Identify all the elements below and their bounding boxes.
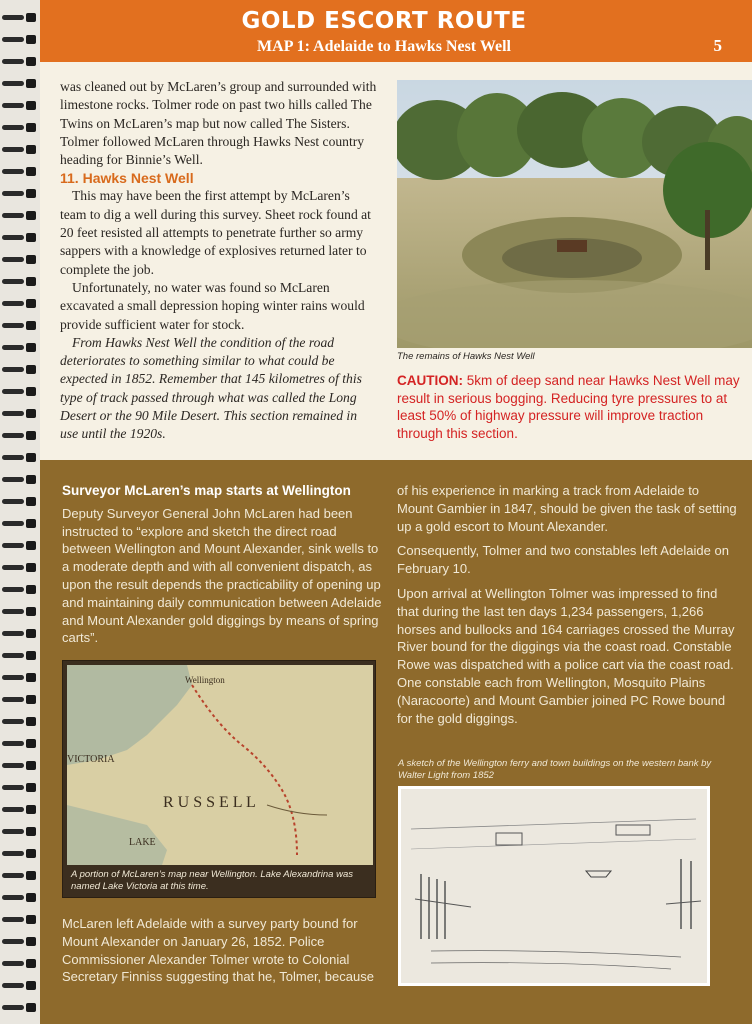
photo-caption: The remains of Hawks Nest Well [397, 351, 535, 362]
header-banner [40, 0, 752, 62]
paragraph: This may have been the first attempt by McLaren’s team to dig a well during this survey. Sheet rock found at 20 feet resisted all attempts to penetrate further so army sappers with a knowledge of explosives returned later to complete the job. [60, 188, 371, 277]
paragraph: Upon arrival at Wellington Tolmer was impressed to find that during the last ten days 1,234 passengers, 1,266 horses and bullocks and 164 carriages crossed the Murray River bound for the diggings via the coast road. Constable Rowe was dispatched with a police cart via the coast road. One constable each from Wellington, Mosquito Plains (Naracoorte) and Mount Gambier joined PC Rowe bound for the gold diggings. [397, 585, 735, 726]
binding-ring [2, 56, 38, 67]
binding-ring [2, 474, 38, 485]
caution-text: 5km of deep sand near Hawks Nest Well may result in serious bogging. Reducing tyre pressures to at least 50% of highway pressure will improve traction through this section. [397, 373, 740, 441]
hawks-nest-well-photo [397, 80, 752, 348]
binding-ring [2, 760, 38, 771]
binding-ring [2, 408, 38, 419]
binding-ring [2, 782, 38, 793]
spiral-binding [0, 0, 40, 1024]
top-text-column [60, 78, 378, 444]
binding-ring [2, 738, 38, 749]
wellington-ferry-sketch [401, 789, 707, 983]
mclaren-map [67, 665, 373, 865]
binding-ring [2, 34, 38, 45]
map-label-victoria: VICTORIA [67, 754, 115, 765]
caution-note [397, 372, 747, 442]
section-heading: 11. Hawks Nest Well [60, 170, 194, 187]
paragraph: of his experience in marking a track from Adelaide to Mount Gambier in 1847, should be given the task of setting up a gold escort to Mount Alexander. [397, 483, 737, 534]
map-label-russell: R U S S E L L [163, 794, 256, 811]
binding-ring [2, 980, 38, 991]
wellington-ferry-sketch-figure [398, 786, 710, 986]
band-left-column [62, 482, 382, 647]
caution-label: CAUTION: [397, 373, 463, 388]
italic-paragraph: From Hawks Nest Well the condition of the road deteriorates to something similar to what could be expected in 1852. Remember that 145 kilometres of this type of track passed through what was called the Long Desert or the 90 Mile Desert. This section remained in use until the 1920s. [60, 334, 362, 442]
binding-ring [2, 122, 38, 133]
page-title: GOLD ESCORT ROUTE [241, 8, 527, 34]
paragraph: was cleaned out by McLaren’s group and surrounded with limestone rocks. Tolmer rode on past two hills called The Twins on McLaren’s map but now called The Sisters. Tolmer followed McLaren through Hawks Nest country heading for Binnie’s Well. [60, 79, 377, 168]
paragraph: Deputy Surveyor General John McLaren had been instructed to “explore and sketch the direct road between Wellington and Mount Alexander, sink wells to a moderate depth and with all convenient dispatch, as upon the result depends the practicability of opening up and maintaining daily communication between Adelaide and Mount Alexander gold diggings by means of spring carts”. [62, 505, 382, 646]
binding-ring [2, 804, 38, 815]
binding-ring [2, 298, 38, 309]
binding-ring [2, 100, 38, 111]
sketch-caption: A sketch of the Wellington ferry and town buildings on the western bank by Walter Light from 1852 [398, 758, 712, 781]
paragraph: Consequently, Tolmer and two constables left Adelaide on February 10. [397, 543, 729, 577]
binding-ring [2, 936, 38, 947]
binding-ring [2, 870, 38, 881]
binding-ring [2, 1002, 38, 1013]
binding-ring [2, 518, 38, 529]
binding-ring [2, 562, 38, 573]
binding-ring [2, 672, 38, 683]
binding-ring [2, 914, 38, 925]
map-label-lake: LAKE [129, 837, 156, 848]
binding-ring [2, 584, 38, 595]
page-number: 5 [713, 36, 722, 55]
binding-ring [2, 144, 38, 155]
binding-ring [2, 496, 38, 507]
page [40, 0, 752, 1024]
binding-ring [2, 650, 38, 661]
band-right-column [397, 482, 737, 734]
band-heading: Surveyor McLaren’s map starts at Wellington [62, 483, 351, 498]
binding-ring [2, 958, 38, 969]
binding-ring [2, 892, 38, 903]
map-label-wellington: Wellington [185, 675, 225, 685]
binding-ring [2, 848, 38, 859]
binding-ring [2, 628, 38, 639]
binding-ring [2, 232, 38, 243]
binding-ring [2, 210, 38, 221]
binding-ring [2, 430, 38, 441]
binding-ring [2, 694, 38, 705]
binding-ring [2, 364, 38, 375]
mclaren-map-figure [62, 660, 376, 898]
paragraph: Unfortunately, no water was found so McLaren excavated a small depression hoping winter rains would provide sufficient water for stock. [60, 279, 365, 332]
binding-ring [2, 78, 38, 89]
map-caption: A portion of McLaren’s map near Wellington. Lake Alexandrina was named Lake Victoria at this time. [71, 869, 353, 892]
band-bottom-paragraph: McLaren left Adelaide with a survey party bound for Mount Alexander on January 26, 1852. Police Commissioner Alexander Tolmer wrote to Colonial Secretary Finniss suggesting that he, Tolmer, because [62, 916, 374, 985]
binding-ring [2, 386, 38, 397]
binding-ring [2, 606, 38, 617]
binding-ring [2, 342, 38, 353]
binding-ring [2, 826, 38, 837]
binding-ring [2, 320, 38, 331]
binding-ring [2, 166, 38, 177]
binding-ring [2, 188, 38, 199]
binding-ring [2, 452, 38, 463]
binding-ring [2, 254, 38, 265]
binding-ring [2, 276, 38, 287]
page-subtitle: MAP 1: Adelaide to Hawks Nest Well [257, 38, 511, 55]
binding-ring [2, 12, 38, 23]
binding-ring [2, 716, 38, 727]
binding-ring [2, 540, 38, 551]
